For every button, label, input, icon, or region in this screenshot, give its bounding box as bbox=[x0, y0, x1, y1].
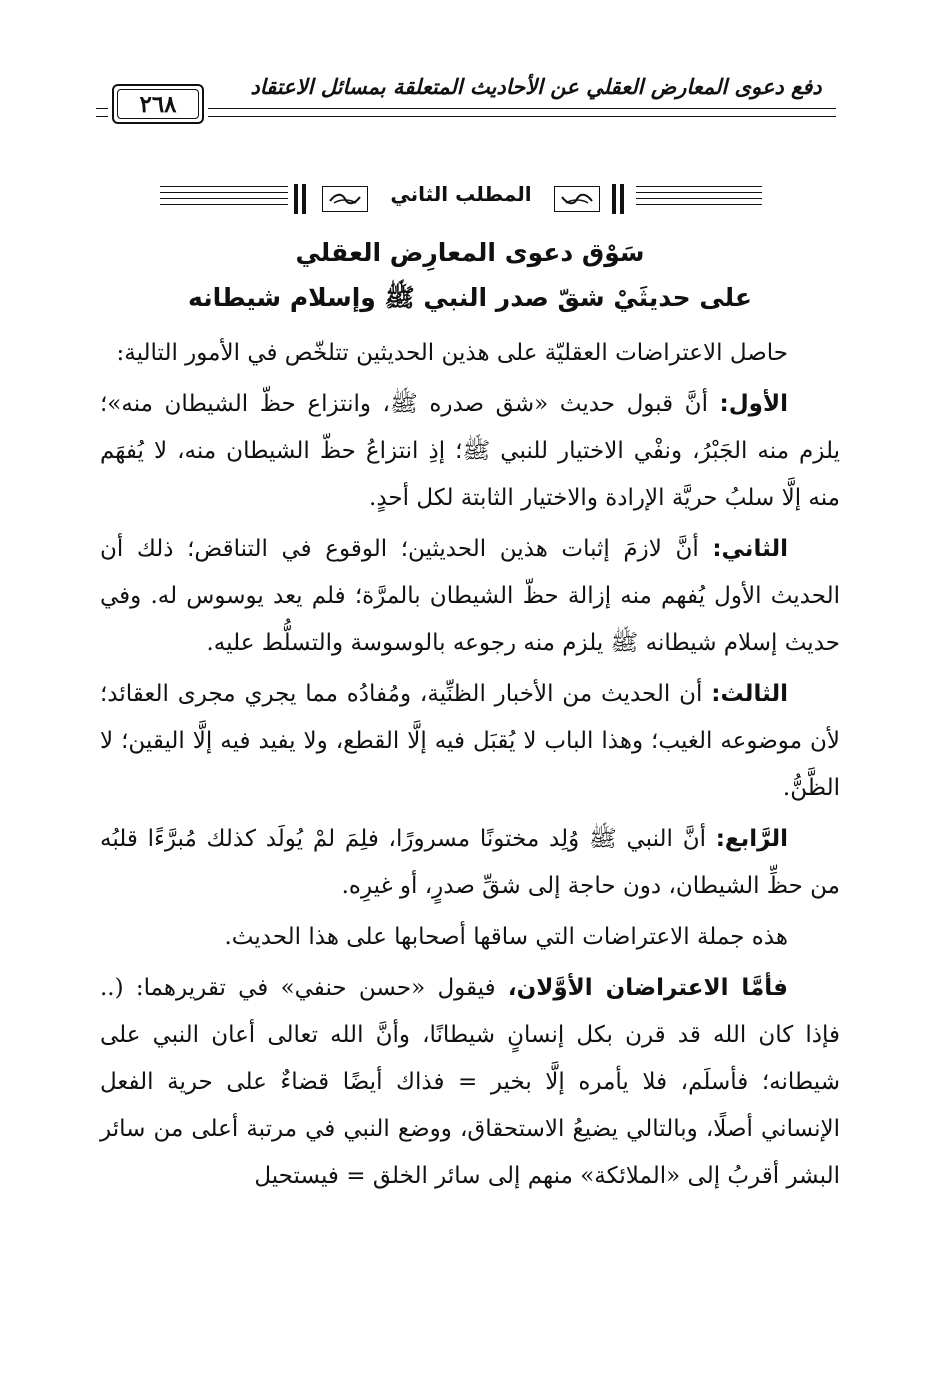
header-rule-left-bottom bbox=[96, 116, 108, 117]
banner-left-bars bbox=[294, 184, 314, 214]
header-rule-left-top bbox=[96, 108, 108, 109]
objection-2-text: أنَّ لازمَ إثبات هذين الحديثين؛ الوقوع في التناقض؛ ذلك أن الحديث الأول يُفهم منه إزالة حظّ الشيطان بالمرَّة؛ فلم يعد يوسوس له. وفي حديث إسلام شيطانه ﷺ يلزم منه رجوعه بالوسوسة والتسلُّط عليه. bbox=[100, 536, 840, 656]
objection-1-label: الأول: bbox=[719, 391, 788, 417]
summary-paragraph: هذه جملة الاعتراضات التي ساقها أصحابها على هذا الحديث. bbox=[224, 924, 788, 950]
page-number-frame bbox=[112, 84, 204, 124]
objection-1-text: أنَّ قبول حديث «شق صدره ﷺ، وانتزاع حظّ الشيطان منه»؛ يلزم منه الجَبْرُ، ونفْي الاختيار للنبي ﷺ؛ إذِ انتزاعُ حظّ الشيطان منه، لا يُفهَم منه إلَّا سلبُ حريَّة الإرادة والاختيار الثابتة لكل أحدٍ. bbox=[100, 391, 840, 511]
intro-paragraph: حاصل الاعتراضات العقليّة على هذين الحديثين تتلخّص في الأمور التالية: bbox=[116, 340, 788, 366]
objection-4-paragraph bbox=[100, 816, 840, 910]
response-label: فأمَّا الاعتراضان الأوَّلان، bbox=[507, 975, 788, 1001]
header-rule-bottom bbox=[208, 116, 836, 117]
objection-1-paragraph bbox=[100, 381, 840, 522]
banner-left-ornament-icon bbox=[322, 186, 368, 212]
objection-2-paragraph bbox=[100, 526, 840, 667]
header-rule-top bbox=[208, 108, 836, 109]
page-number: ٢٦٨ bbox=[117, 89, 199, 119]
section-label: المطلب الثاني bbox=[390, 182, 532, 206]
section-heading-line-1: سَوْق دعوى المعارِض العقلي bbox=[295, 238, 645, 267]
banner-right-bars bbox=[612, 184, 632, 214]
objection-4-text: أنَّ النبي ﷺ وُلِد مختونًا مسرورًا، فلِمَ لمْ يُولَد كذلك مُبرَّءًا قلبُه من حظِّ الشيطان، دون حاجة إلى شقِّ صدرٍ، أو غيرِه. bbox=[100, 826, 840, 899]
banner-left-lines bbox=[160, 186, 288, 212]
response-paragraph bbox=[100, 965, 840, 1200]
objection-2-label: الثاني: bbox=[712, 536, 788, 562]
objection-3-text: أن الحديث من الأخبار الظنِّية، ومُفادُه مما يجري مجرى العقائد؛ لأن موضوعه الغيب؛ وهذا الباب لا يُقبَل فيه إلَّا القطع، ولا يفيد فيه إلَّا اليقين؛ لا الظَّنُّ. bbox=[100, 681, 840, 801]
objection-4-label: الرَّابع: bbox=[715, 826, 788, 852]
running-header bbox=[96, 70, 836, 130]
banner-right-lines bbox=[636, 186, 762, 212]
section-banner bbox=[160, 176, 762, 222]
section-heading-line-2: على حديثَيْ شقّ صدر النبي ﷺ وإسلام شيطانه bbox=[188, 283, 752, 312]
response-text: فيقول «حسن حنفي» في تقريرهما: (.. فإذا كان الله قد قرن بكل إنسانٍ شيطانًا، وأنَّ الله تعالى أعان النبي على شيطانه؛ فأسلَم، فلا يأمره إلَّا بخير = فذاك أيضًا قضاءٌ على حرية الفعل الإنساني أصلًا، وبالتالي يضيعُ الاستحقاق، ووضع النبي في مرتبة أعلى من سائر البشر أقربُ إلى «الملائكة» منهم إلى سائر الخلق = فيستحيل bbox=[100, 975, 840, 1189]
body-text bbox=[100, 330, 840, 1204]
banner-right-ornament-icon bbox=[554, 186, 600, 212]
objection-3-paragraph bbox=[100, 671, 840, 812]
objection-3-label: الثالث: bbox=[711, 681, 788, 707]
running-title: دفع دعوى المعارض العقلي عن الأحاديث المتعلقة بمسائل الاعتقاد bbox=[250, 74, 822, 99]
